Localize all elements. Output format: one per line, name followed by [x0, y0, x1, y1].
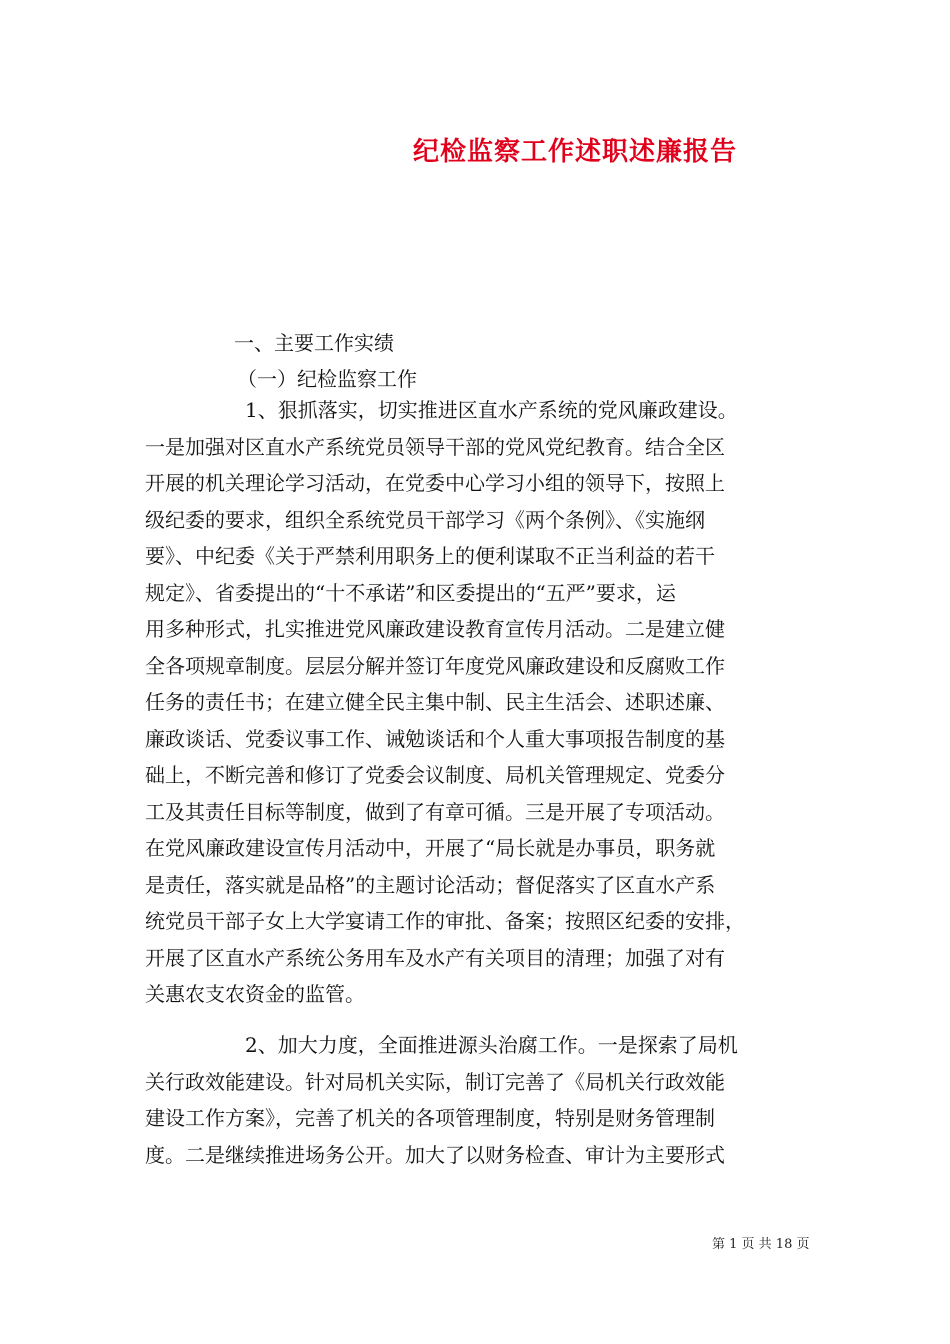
text-line: 关行政效能建设。针对局机关实际，制订完善了《局机关行政效能	[145, 1069, 725, 1094]
text-line: 全各项规章制度。层层分解并签订年度党风廉政建设和反腐败工作	[145, 653, 725, 678]
text-line: 开展了区直水产系统公务用车及水产有关项目的清理；加强了对有	[145, 945, 725, 970]
text-line: 用多种形式，扎实推进党风廉政建设教育宣传月活动。二是建立健	[145, 617, 725, 641]
text-line: 2、加大力度，全面推进源头治腐工作。一是探索了局机	[245, 1033, 738, 1057]
text-line: 一是加强对区直水产系统党员领导干部的党风党纪教育。结合全区	[145, 434, 725, 459]
text-line: 1、狠抓落实，切实推进区直水产系统的党风廉政建设。	[245, 398, 738, 422]
document-title: 纪检监察工作述职述廉报告	[413, 137, 738, 167]
section-heading: 一、主要工作实绩	[234, 331, 394, 355]
page-number: 第 1 页 共 18 页	[712, 1237, 810, 1252]
text-line: 任务的责任书；在建立健全民主集中制、民主生活会、述职述廉、	[145, 690, 725, 714]
text-line: 建设工作方案》，完善了机关的各项管理制度，特别是财务管理制	[145, 1106, 715, 1130]
text-line: 统党员干部子女上大学宴请工作的审批、备案；按照区纪委的安排，	[145, 909, 745, 933]
text-line: 是责任，落实就是品格”的主题讨论活动；督促落实了区直水产系	[145, 872, 716, 897]
subsection-heading: （一）纪检监察工作	[237, 367, 417, 391]
text-line: 级纪委的要求，组织全系统党员干部学习《两个条例》、《实施纲	[145, 507, 705, 532]
text-line: 要》、中纪委《关于严禁利用职务上的便利谋取不正当利益的若干	[145, 544, 715, 568]
text-line: 工及其责任目标等制度，做到了有章可循。三是开展了专项活动。	[145, 799, 725, 824]
text-line: 关惠农支农资金的监管。	[145, 982, 365, 1006]
text-line: 廉政谈话、党委议事工作、诫勉谈话和个人重大事项报告制度的基	[145, 726, 725, 751]
text-line: 度。二是继续推进场务公开。加大了以财务检查、审计为主要形式	[145, 1142, 725, 1167]
text-line: 在党风廉政建设宣传月活动中，开展了“局长就是办事员，职务就	[145, 836, 716, 860]
text-line: 础上，不断完善和修订了党委会议制度、局机关管理规定、党委分	[145, 763, 725, 787]
text-line: 规定》、省委提出的“十不承诺”和区委提出的“五严”要求，运	[145, 580, 676, 605]
text-line: 开展的机关理论学习活动，在党委中心学习小组的领导下，按照上	[145, 471, 725, 495]
